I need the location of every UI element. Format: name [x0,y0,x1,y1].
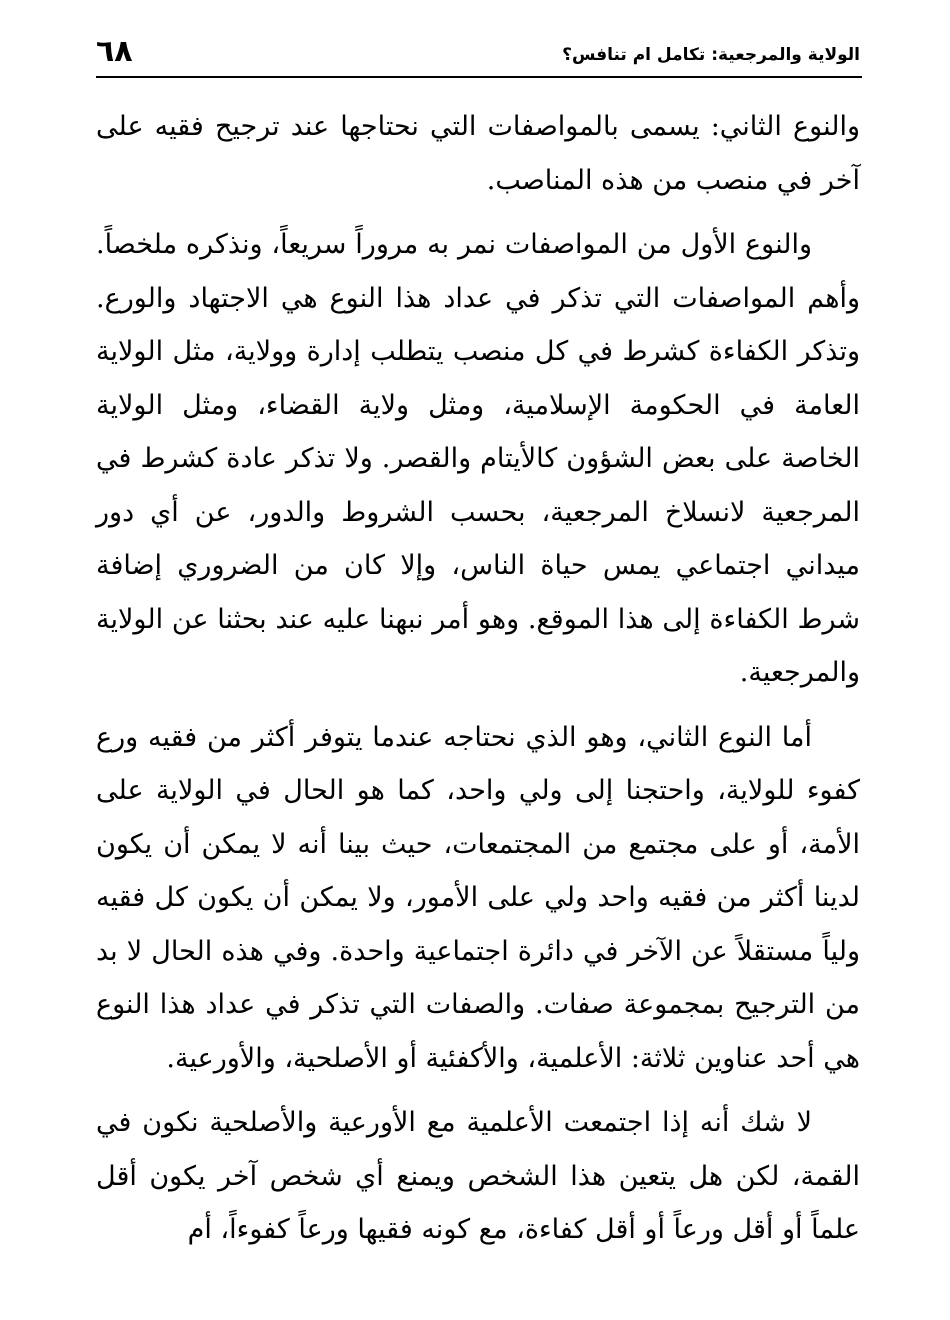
header-divider [96,76,862,78]
page-header [96,30,860,70]
running-title: الولاية والمرجعية: تكامل ام تنافس؟ [562,45,860,65]
paragraph: والنوع الأول من المواصفات نمر به مروراً سريعاً، ونذكره ملخصاً. وأهم المواصفات التي تذكر في عداد هذا النوع هي الاجتهاد والورع. وتذكر الكفاءة كشرط في كل منصب يتطلب إدارة وولاية، مثل الولاية العامة في الحكومة الإسلامية، ومثل ولاية القضاء، ومثل الولاية الخاصة على بعض الشؤون كالأيتام والقصر. ولا تذكر عادة كشرط في المرجعية لانسلاخ المرجعية، بحسب الشروط والدور، عن أي دور ميداني اجتماعي يمس حياة الناس، وإلا كان من الضروري إضافة شرط الكفاءة إلى هذا الموقع. وهو أمر نبهنا عليه عند بحثنا عن الولاية والمرجعية. [96,229,860,688]
paragraph: أما النوع الثاني، وهو الذي نحتاجه عندما يتوفر أكثر من فقيه ورع كفوء للولاية، واحتجنا إلى ولي واحد، كما هو الحال في الولاية على الأمة، أو على مجتمع من المجتمعات، حيث بينا أنه لا يمكن أن يكون لدينا أكثر من فقيه واحد ولي على الأمور، ولا يمكن أن يكون كل فقيه ولياً مستقلاً عن الآخر في دائرة اجتماعية واحدة. وفي هذه الحال لا بد من الترجيح بمجموعة صفات. والصفات التي تذكر في عداد هذا النوع هي أحد عناوين ثلاثة: الأعلمية، والأكفئية أو الأصلحية، والأورعية. [96,721,860,1074]
page-body [96,100,860,1257]
paragraph: لا شك أنه إذا اجتمعت الأعلمية مع الأورعية والأصلحية نكون في القمة، لكن هل يتعين هذا الشخص ويمنع أي شخص آخر يكون أقل علماً أو أقل ورعاً أو أقل كفاءة، مع كونه فقيها ورعاً كفوءاً، أم [96,1107,860,1245]
page-number: ٦٨ [96,34,133,69]
paragraph: والنوع الثاني: يسمى بالمواصفات التي نحتاجها عند ترجيح فقيه على آخر في منصب من هذه المناصب. [96,111,860,196]
